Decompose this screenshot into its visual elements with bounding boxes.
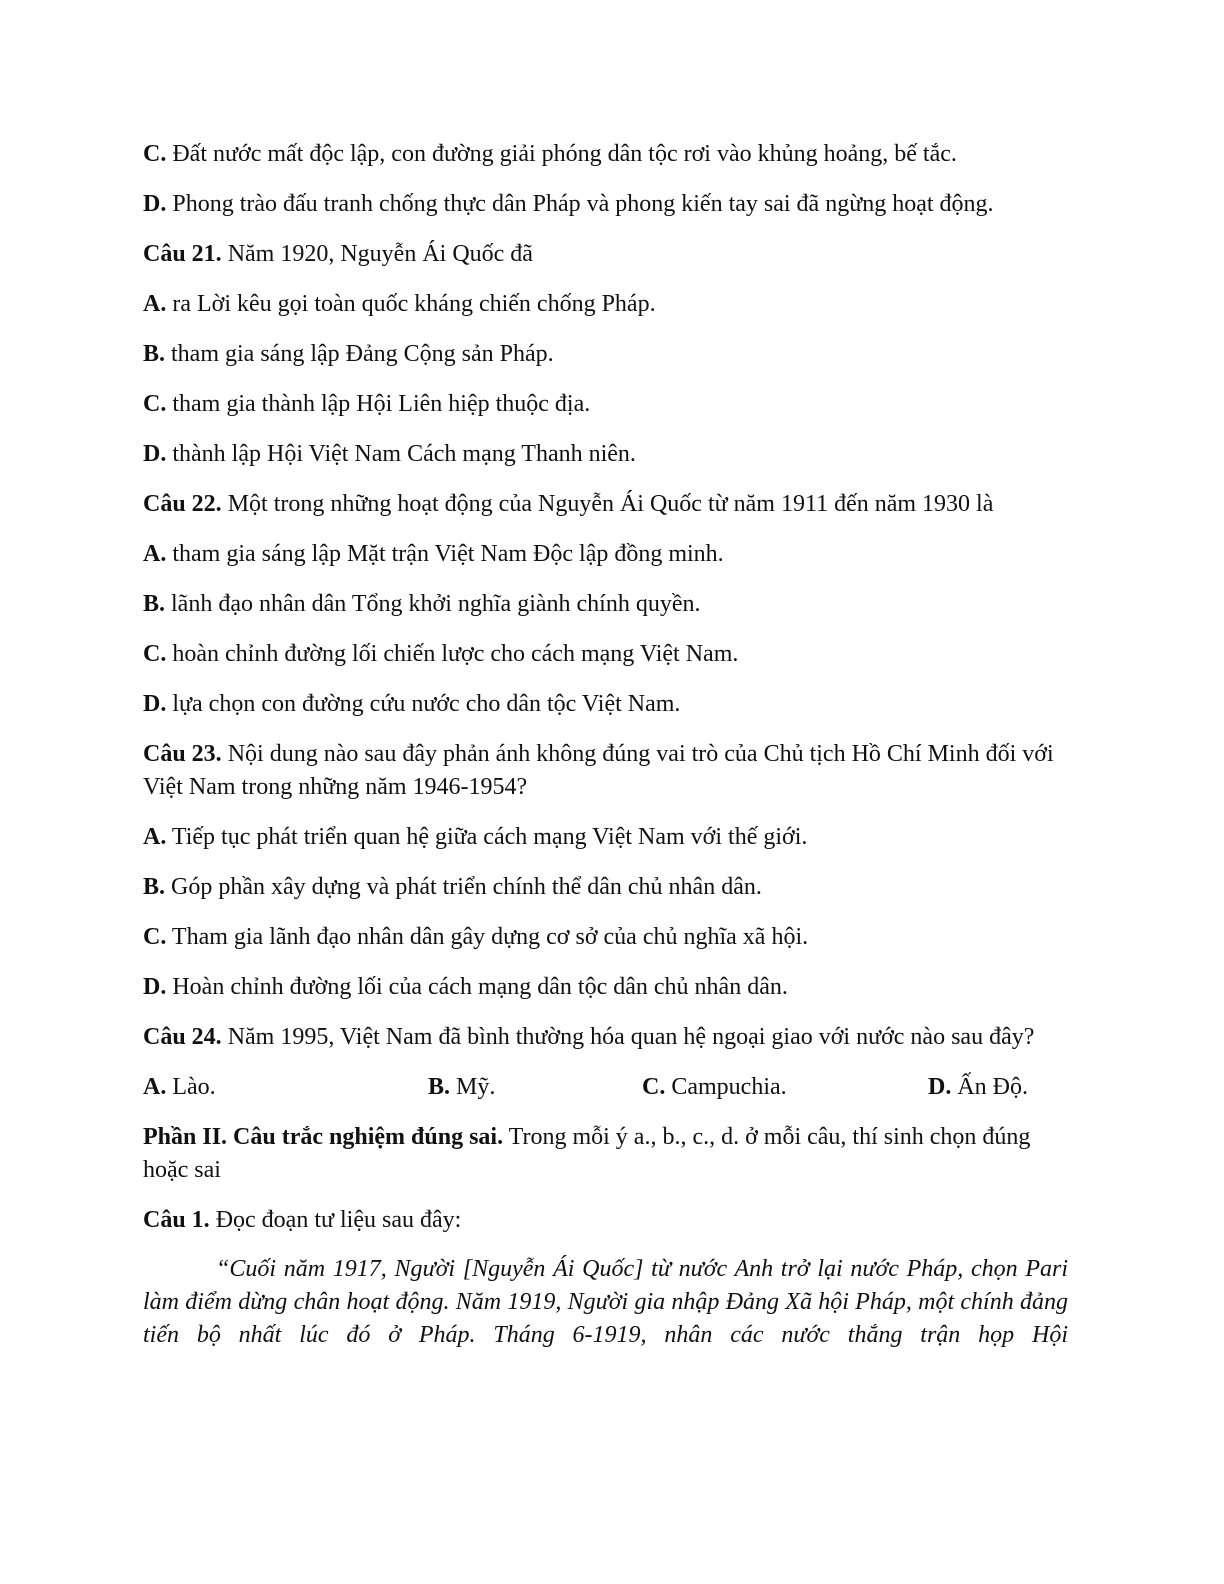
q21-option-b: B. tham gia sáng lập Đảng Cộng sản Pháp. (143, 341, 554, 367)
q23-option-d: D. Hoàn chỉnh đường lối của cách mạng dân tộc dân chủ nhân dân. (143, 974, 788, 1000)
question-23: Câu 23. Nội dung nào sau đây phản ánh không đúng vai trò của Chủ tịch Hồ Chí Minh đối với Việt Nam trong những năm 1946-1954? (143, 741, 1054, 800)
q21-option-d: D. thành lập Hội Việt Nam Cách mạng Thanh niên. (143, 441, 636, 467)
option-d: D. Phong trào đấu tranh chống thực dân Pháp và phong kiến tay sai đã ngừng hoạt động. (143, 191, 994, 217)
q23-option-a: A. Tiếp tục phát triển quan hệ giữa cách mạng Việt Nam với thế giới. (143, 824, 808, 850)
q24-option-d: D. Ấn Độ. (928, 1074, 1029, 1100)
option-c: C. Đất nước mất độc lập, con đường giải phóng dân tộc rơi vào khủng hoảng, bế tắc. (143, 141, 957, 167)
q22-option-a: A. tham gia sáng lập Mặt trận Việt Nam Độc lập đồng minh. (143, 541, 724, 567)
q22-option-d: D. lựa chọn con đường cứu nước cho dân tộc Việt Nam. (143, 691, 681, 717)
q23-option-b: B. Góp phần xây dựng và phát triển chính thể dân chủ nhân dân. (143, 874, 762, 900)
q22-option-c: C. hoàn chỉnh đường lối chiến lược cho cách mạng Việt Nam. (143, 641, 739, 667)
question-21: Câu 21. Năm 1920, Nguyễn Ái Quốc đã (143, 241, 533, 267)
part2-question-1: Câu 1. Đọc đoạn tư liệu sau đây: (143, 1207, 462, 1233)
q24-option-c: C. Campuchia. (642, 1074, 787, 1100)
q22-option-b: B. lãnh đạo nhân dân Tổng khởi nghĩa giành chính quyền. (143, 591, 701, 617)
part-2-heading: Phần II. Câu trắc nghiệm đúng sai. Trong mỗi ý a., b., c., d. ở mỗi câu, thí sinh chọn đúng hoặc sai (143, 1124, 1031, 1183)
q24-option-a: A. Lào. (143, 1074, 216, 1100)
q21-option-c: C. tham gia thành lập Hội Liên hiệp thuộc địa. (143, 391, 591, 417)
source-quote (143, 1253, 1068, 1352)
q24-options-row (143, 1071, 1068, 1104)
quote-text: “Cuối năm 1917, Người [Nguyễn Ái Quốc] từ nước Anh trở lại nước Pháp, chọn Pari làm điểm dừng chân hoạt động. Năm 1919, Người gia nhập Đảng Xã hội Pháp, một chính đảng tiến bộ nhất lúc đó ở Pháp. Tháng 6-1919, nhân các nước thắng trận họp Hội (143, 1256, 1068, 1348)
q21-option-a: A. ra Lời kêu gọi toàn quốc kháng chiến chống Pháp. (143, 291, 656, 317)
question-22: Câu 22. Một trong những hoạt động của Nguyễn Ái Quốc từ năm 1911 đến năm 1930 là (143, 491, 994, 517)
document-page (143, 138, 1068, 1352)
q23-option-c: C. Tham gia lãnh đạo nhân dân gây dựng cơ sở của chủ nghĩa xã hội. (143, 924, 809, 950)
q24-option-b: B. Mỹ. (428, 1074, 496, 1100)
question-24: Câu 24. Năm 1995, Việt Nam đã bình thường hóa quan hệ ngoại giao với nước nào sau đây? (143, 1024, 1035, 1050)
